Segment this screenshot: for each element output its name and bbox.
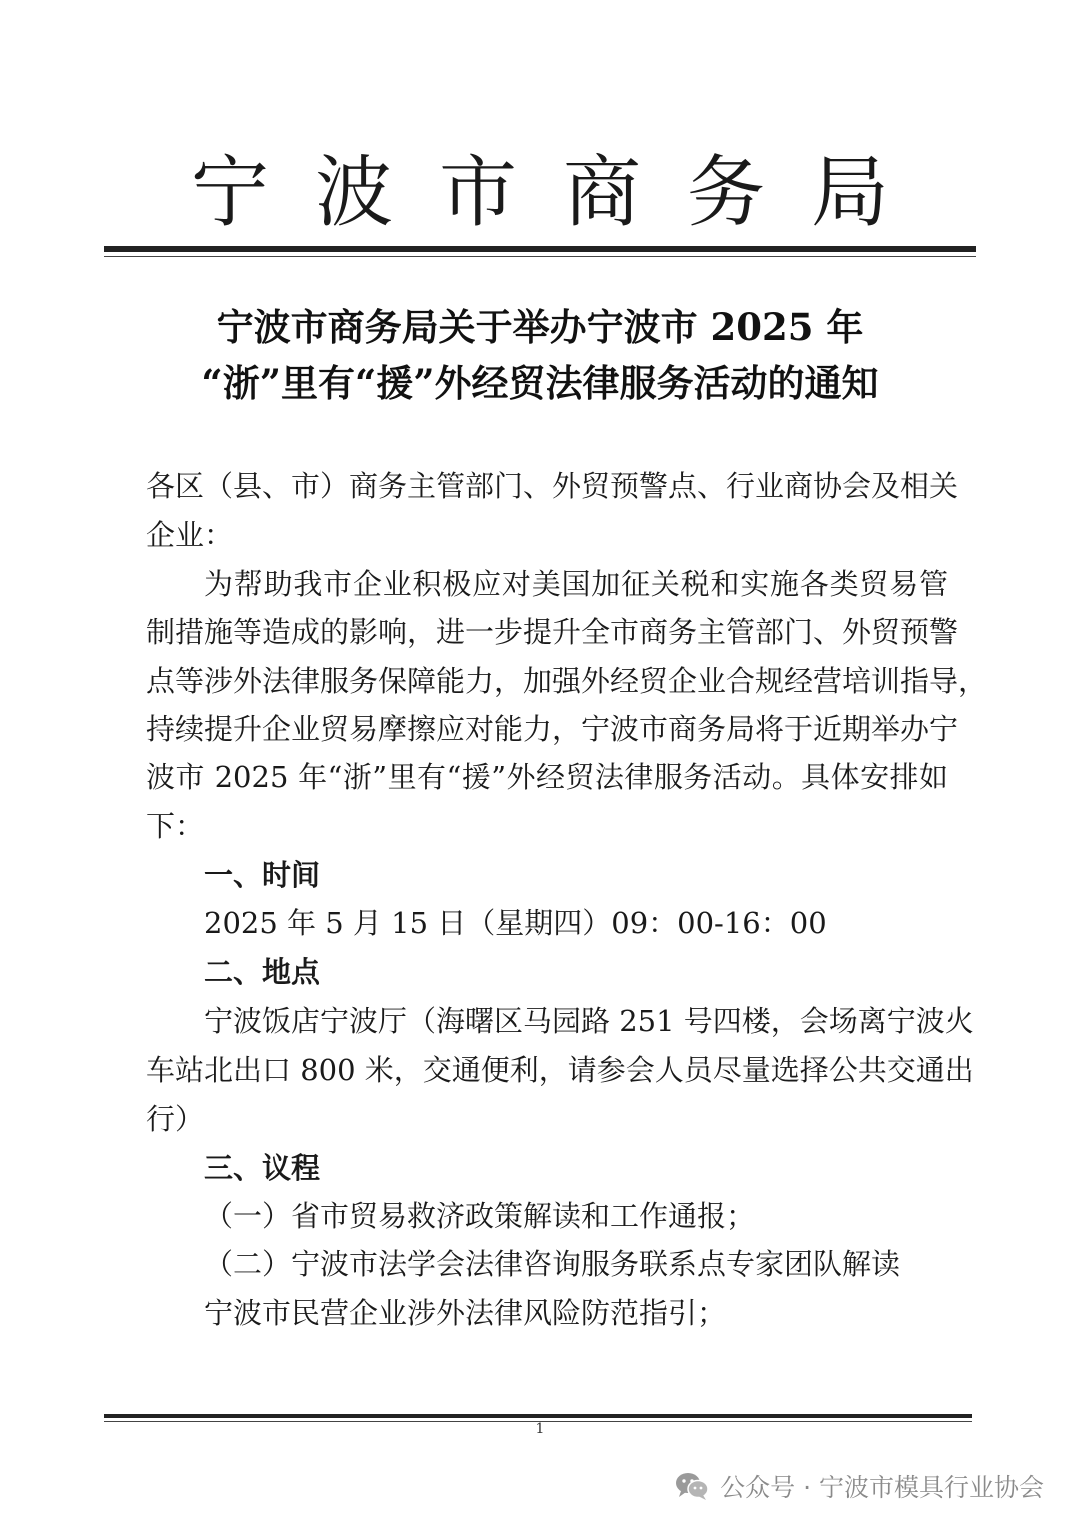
section-place-line-2: 车站北出口 800 米，交通便利，请参会人员尽量选择公共交通出 — [146, 1053, 974, 1087]
section-time-heading: 一、时间 — [204, 858, 321, 892]
watermark — [674, 1466, 1044, 1506]
intro-line-6: 下： — [146, 809, 205, 843]
agenda-item-1: （一）省市贸易救济政策解读和工作通报； — [204, 1199, 756, 1233]
footer-rule-thick — [104, 1414, 972, 1418]
section-place-heading: 二、地点 — [204, 955, 321, 989]
addressee-line-2: 企业： — [146, 518, 234, 552]
intro-line-2: 制措施等造成的影响，进一步提升全市商务主管部门、外贸预警 — [146, 615, 959, 649]
section-place-line-3: 行） — [146, 1102, 205, 1136]
agenda-item-2-continued: 宁波市民营企业涉外法律风险防范指引； — [204, 1296, 727, 1330]
document-title-line-1: 宁波市商务局关于举办宁波市 2025 年 — [216, 305, 864, 349]
intro-line-1: 为帮助我市企业积极应对美国加征关税和实施各类贸易管 — [204, 567, 948, 601]
intro-line-3: 点等涉外法律服务保障能力，加强外经贸企业合规经营培训指导， — [146, 664, 988, 698]
intro-line-5: 波市 2025 年“浙”里有“援”外经贸法律服务活动。具体安排如 — [146, 760, 948, 794]
intro-line-4: 持续提升企业贸易摩擦应对能力，宁波市商务局将于近期举办宁 — [146, 712, 959, 746]
agenda-item-2: （二）宁波市法学会法律咨询服务联系点专家团队解读 — [204, 1247, 901, 1281]
watermark-text: 公众号 · 宁波市模具行业协会 — [720, 1473, 1044, 1502]
page-number: 1 — [535, 1421, 545, 1437]
section-place-line-1: 宁波饭店宁波厅（海曙区马园路 251 号四楼，会场离宁波火 — [204, 1004, 974, 1038]
masthead: 宁波市商务局 — [190, 148, 935, 238]
wechat-icon — [674, 1470, 710, 1502]
section-agenda-heading: 三、议程 — [204, 1151, 321, 1185]
addressee-line-1: 各区（县、市）商务主管部门、外贸预警点、行业商协会及相关 — [146, 469, 959, 503]
section-time-text: 2025 年 5 月 15 日（星期四）09：00-16：00 — [204, 906, 827, 940]
masthead-rule-thick — [104, 246, 976, 252]
masthead-rule-thin — [104, 256, 976, 257]
document-title-line-2: “浙”里有“援”外经贸法律服务活动的通知 — [201, 361, 879, 405]
